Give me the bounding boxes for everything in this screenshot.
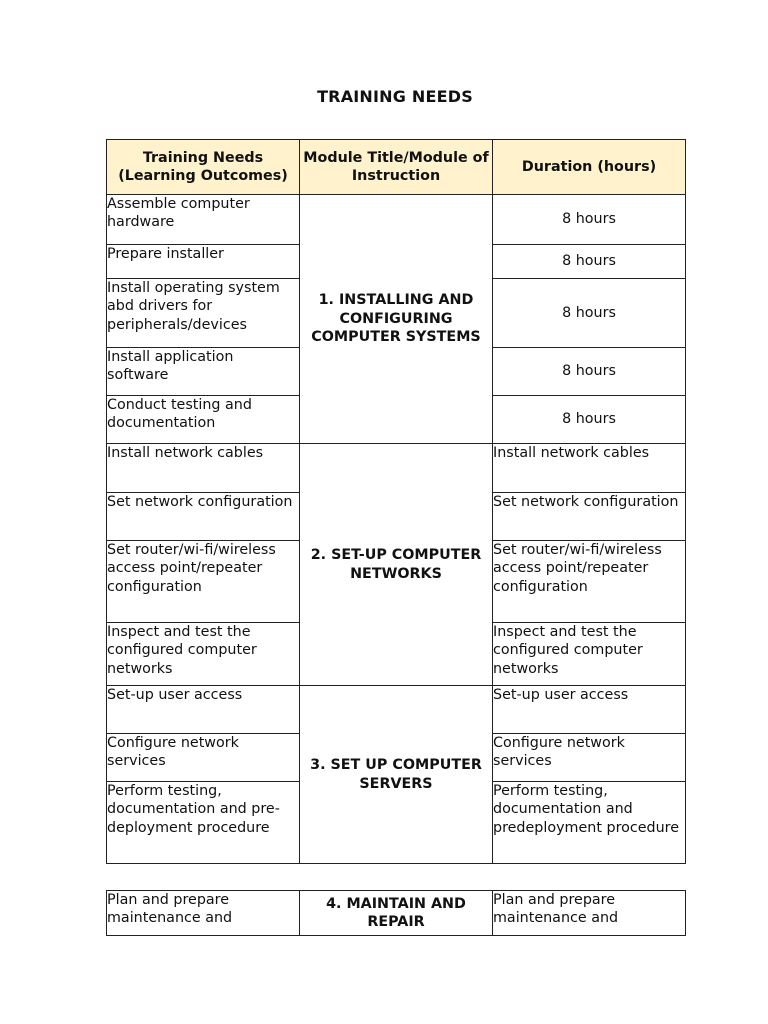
training-need-cell: Configure network services (107, 734, 300, 782)
table-row (107, 686, 686, 734)
module-title-cell: 2. SET-UP COMPUTER NETWORKS (300, 444, 493, 686)
duration-cell: 8 hours (493, 396, 686, 444)
duration-cell: Set network configuration (493, 493, 686, 541)
training-need-cell: Conduct testing and documentation (107, 396, 300, 444)
training-need-cell: Install operating system abd drivers for peripherals/devices (107, 279, 300, 348)
table-row (107, 891, 686, 936)
table-row (107, 444, 686, 493)
training-need-cell: Perform testing, documentation and pre-deployment procedure (107, 782, 300, 864)
duration-cell: 8 hours (493, 195, 686, 245)
header-module-title (300, 140, 493, 195)
training-needs-table (106, 139, 686, 864)
header-training-needs-label: Training Needs (Learning Outcomes) (118, 149, 288, 184)
duration-cell: Perform testing, documentation and predeployment procedure (493, 782, 686, 864)
training-need-cell: Set router/wi-fi/wireless access point/repeater configuration (107, 541, 300, 623)
header-row (107, 140, 686, 195)
training-need-cell: Prepare installer (107, 245, 300, 279)
duration-cell: Configure network services (493, 734, 686, 782)
duration-cell: 8 hours (493, 245, 686, 279)
duration-cell: Set router/wi-fi/wireless access point/repeater configuration (493, 541, 686, 623)
training-needs-table-continued (106, 890, 686, 936)
table-row (107, 195, 686, 245)
training-need-cell: Install application software (107, 348, 300, 396)
module-title-cell: 1. INSTALLING AND CONFIGURING COMPUTER SYSTEMS (300, 195, 493, 444)
duration-cell: Set-up user access (493, 686, 686, 734)
module-title-cell: 3. SET UP COMPUTER SERVERS (300, 686, 493, 864)
duration-cell: 8 hours (493, 348, 686, 396)
training-need-cell: Assemble computer hardware (107, 195, 300, 245)
training-need-cell: Set network configuration (107, 493, 300, 541)
header-training-needs (107, 140, 300, 195)
training-need-cell: Set-up user access (107, 686, 300, 734)
duration-cell: Install network cables (493, 444, 686, 493)
duration-cell: 8 hours (493, 279, 686, 348)
header-duration (493, 140, 686, 195)
page-title: TRAINING NEEDS (317, 87, 473, 106)
module-title-cell: 4. MAINTAIN AND REPAIR (300, 891, 493, 936)
header-module-title-label: Module Title/Module of Instruction (303, 149, 489, 184)
duration-cell: Plan and prepare maintenance and (493, 891, 686, 936)
training-need-cell: Inspect and test the configured computer networks (107, 623, 300, 686)
training-need-cell: Install network cables (107, 444, 300, 493)
training-need-cell: Plan and prepare maintenance and (107, 891, 300, 936)
header-duration-label: Duration (hours) (521, 158, 657, 175)
duration-cell: Inspect and test the configured computer networks (493, 623, 686, 686)
